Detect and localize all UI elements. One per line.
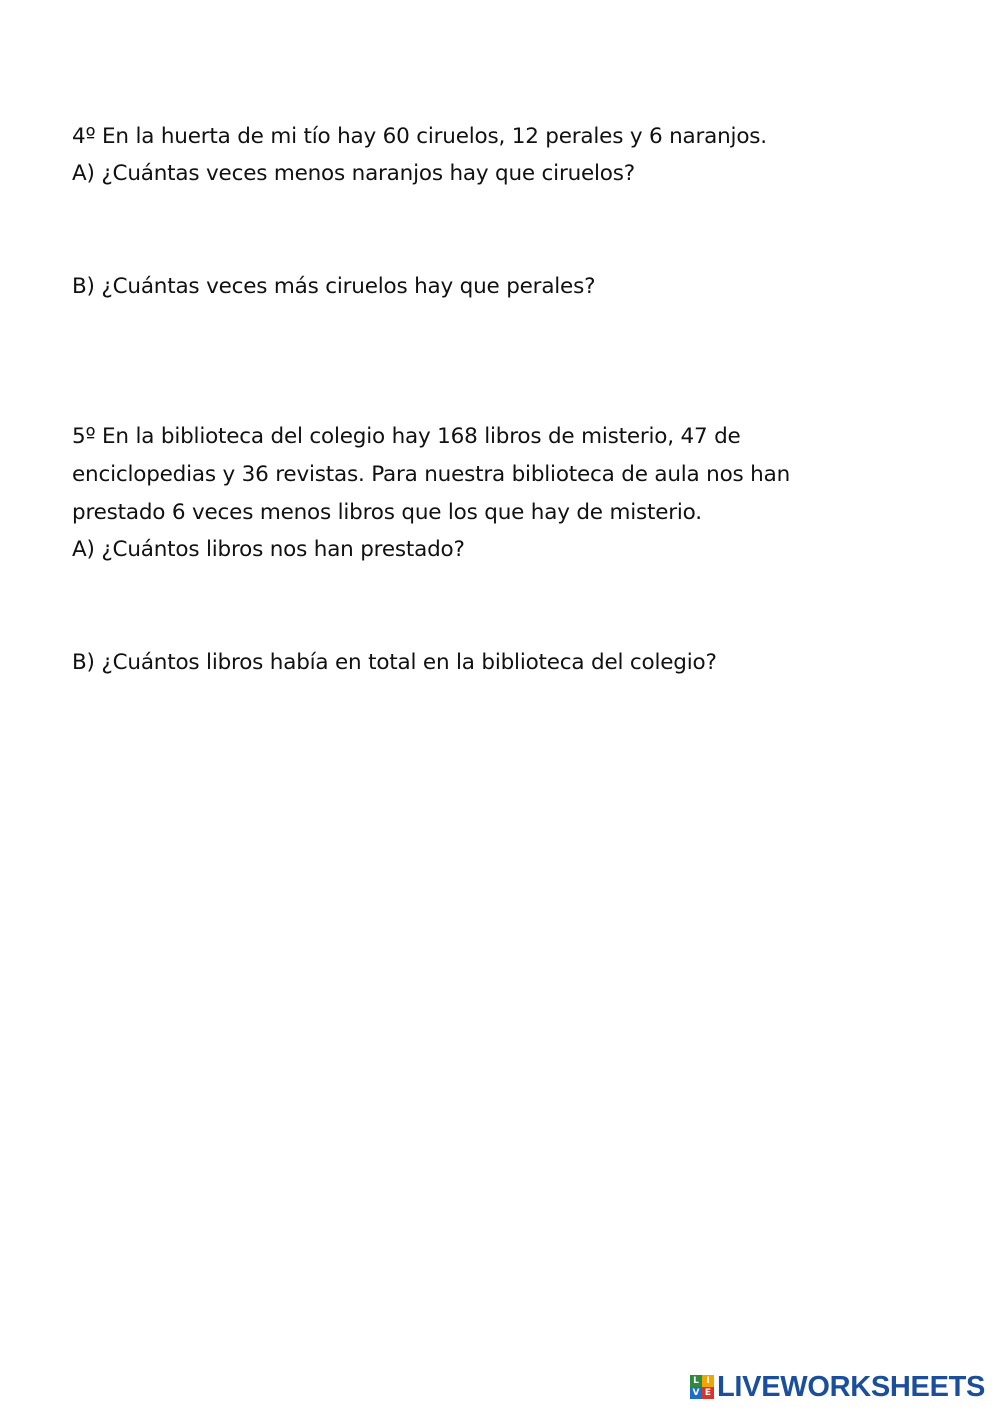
problem-5-statement-line-3: prestado 6 veces menos libros que los que hay de misterio. — [72, 500, 702, 525]
problem-5-statement-line-1: 5º En la biblioteca del colegio hay 168 libros de misterio, 47 de — [72, 424, 741, 449]
problem-5-statement-line-2: enciclopedias y 36 revistas. Para nuestra biblioteca de aula nos han — [72, 462, 790, 487]
logo-icon-cell-l: L — [690, 1375, 702, 1387]
logo-icon-cell-v: V — [690, 1387, 702, 1399]
problem-5-question-a: A) ¿Cuántos libros nos han prestado? — [72, 537, 465, 562]
problem-4-question-a: A) ¿Cuántas veces menos naranjos hay que ciruelos? — [72, 161, 635, 186]
logo-icon-cell-i: I — [702, 1375, 714, 1387]
logo-icon-cell-e: E — [702, 1387, 714, 1399]
liveworksheets-logo-icon — [690, 1375, 714, 1399]
problem-4-statement: 4º En la huerta de mi tío hay 60 ciruelos, 12 perales y 6 naranjos. — [72, 124, 767, 149]
liveworksheets-logo — [690, 1371, 985, 1403]
problem-5-question-b: B) ¿Cuántos libros había en total en la biblioteca del colegio? — [72, 650, 717, 675]
problem-4-question-b: B) ¿Cuántas veces más ciruelos hay que perales? — [72, 274, 596, 299]
liveworksheets-logo-text: LIVEWORKSHEETS — [717, 1371, 986, 1403]
